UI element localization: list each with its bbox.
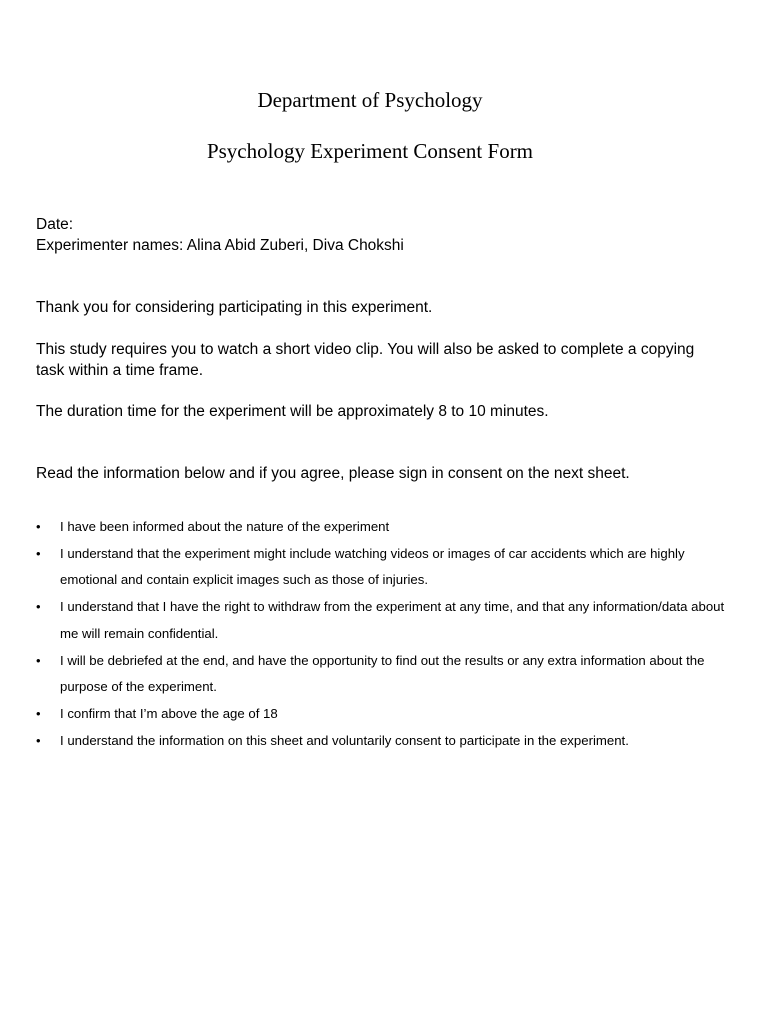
study-description-paragraph: This study requires you to watch a short video clip. You will also be asked to complete a copying task within a time frame. xyxy=(36,341,695,379)
consent-statement-text: I confirm that I’m above the age of 18 xyxy=(60,705,278,721)
list-item xyxy=(36,701,726,728)
bullet-icon: • xyxy=(36,652,41,668)
duration-paragraph: The duration time for the experiment will be approximately 8 to 10 minutes. xyxy=(36,403,549,420)
list-item xyxy=(36,514,726,541)
bullet-icon: • xyxy=(36,705,41,721)
list-item xyxy=(36,541,726,594)
bullet-icon: • xyxy=(36,599,41,615)
consent-statement-text: I understand the information on this sheet and voluntarily consent to participate in the experiment. xyxy=(60,732,629,748)
list-item xyxy=(36,728,726,755)
list-item xyxy=(36,648,726,701)
experimenter-names-line: Experimenter names: Alina Abid Zuberi, Diva Chokshi xyxy=(36,237,404,254)
department-heading: Department of Psychology xyxy=(257,88,483,112)
list-item xyxy=(36,594,726,647)
consent-statements-list xyxy=(36,514,726,754)
bullet-icon: • xyxy=(36,519,41,534)
form-title: Psychology Experiment Consent Form xyxy=(206,139,534,163)
consent-statement-text: I understand that I have the right to withdraw from the experiment at any time, and that any information/data about me will remain confidential. xyxy=(60,599,725,641)
date-line: Date: xyxy=(36,216,74,233)
read-instructions-paragraph: Read the information below and if you agree, please sign in consent on the next sheet. xyxy=(36,465,630,482)
consent-statement-text: I have been informed about the nature of the experiment xyxy=(60,519,390,534)
thanks-paragraph: Thank you for considering participating in this experiment. xyxy=(36,299,433,316)
consent-statement-text: I will be debriefed at the end, and have the opportunity to find out the results or any extra information about the purpose of the experiment. xyxy=(60,652,705,695)
consent-statement-text: I understand that the experiment might include watching videos or images of car accidents which are highly emotional and contain explicit images such as those of injuries. xyxy=(60,545,685,588)
bullet-icon: • xyxy=(36,545,41,561)
bullet-icon: • xyxy=(36,732,41,748)
